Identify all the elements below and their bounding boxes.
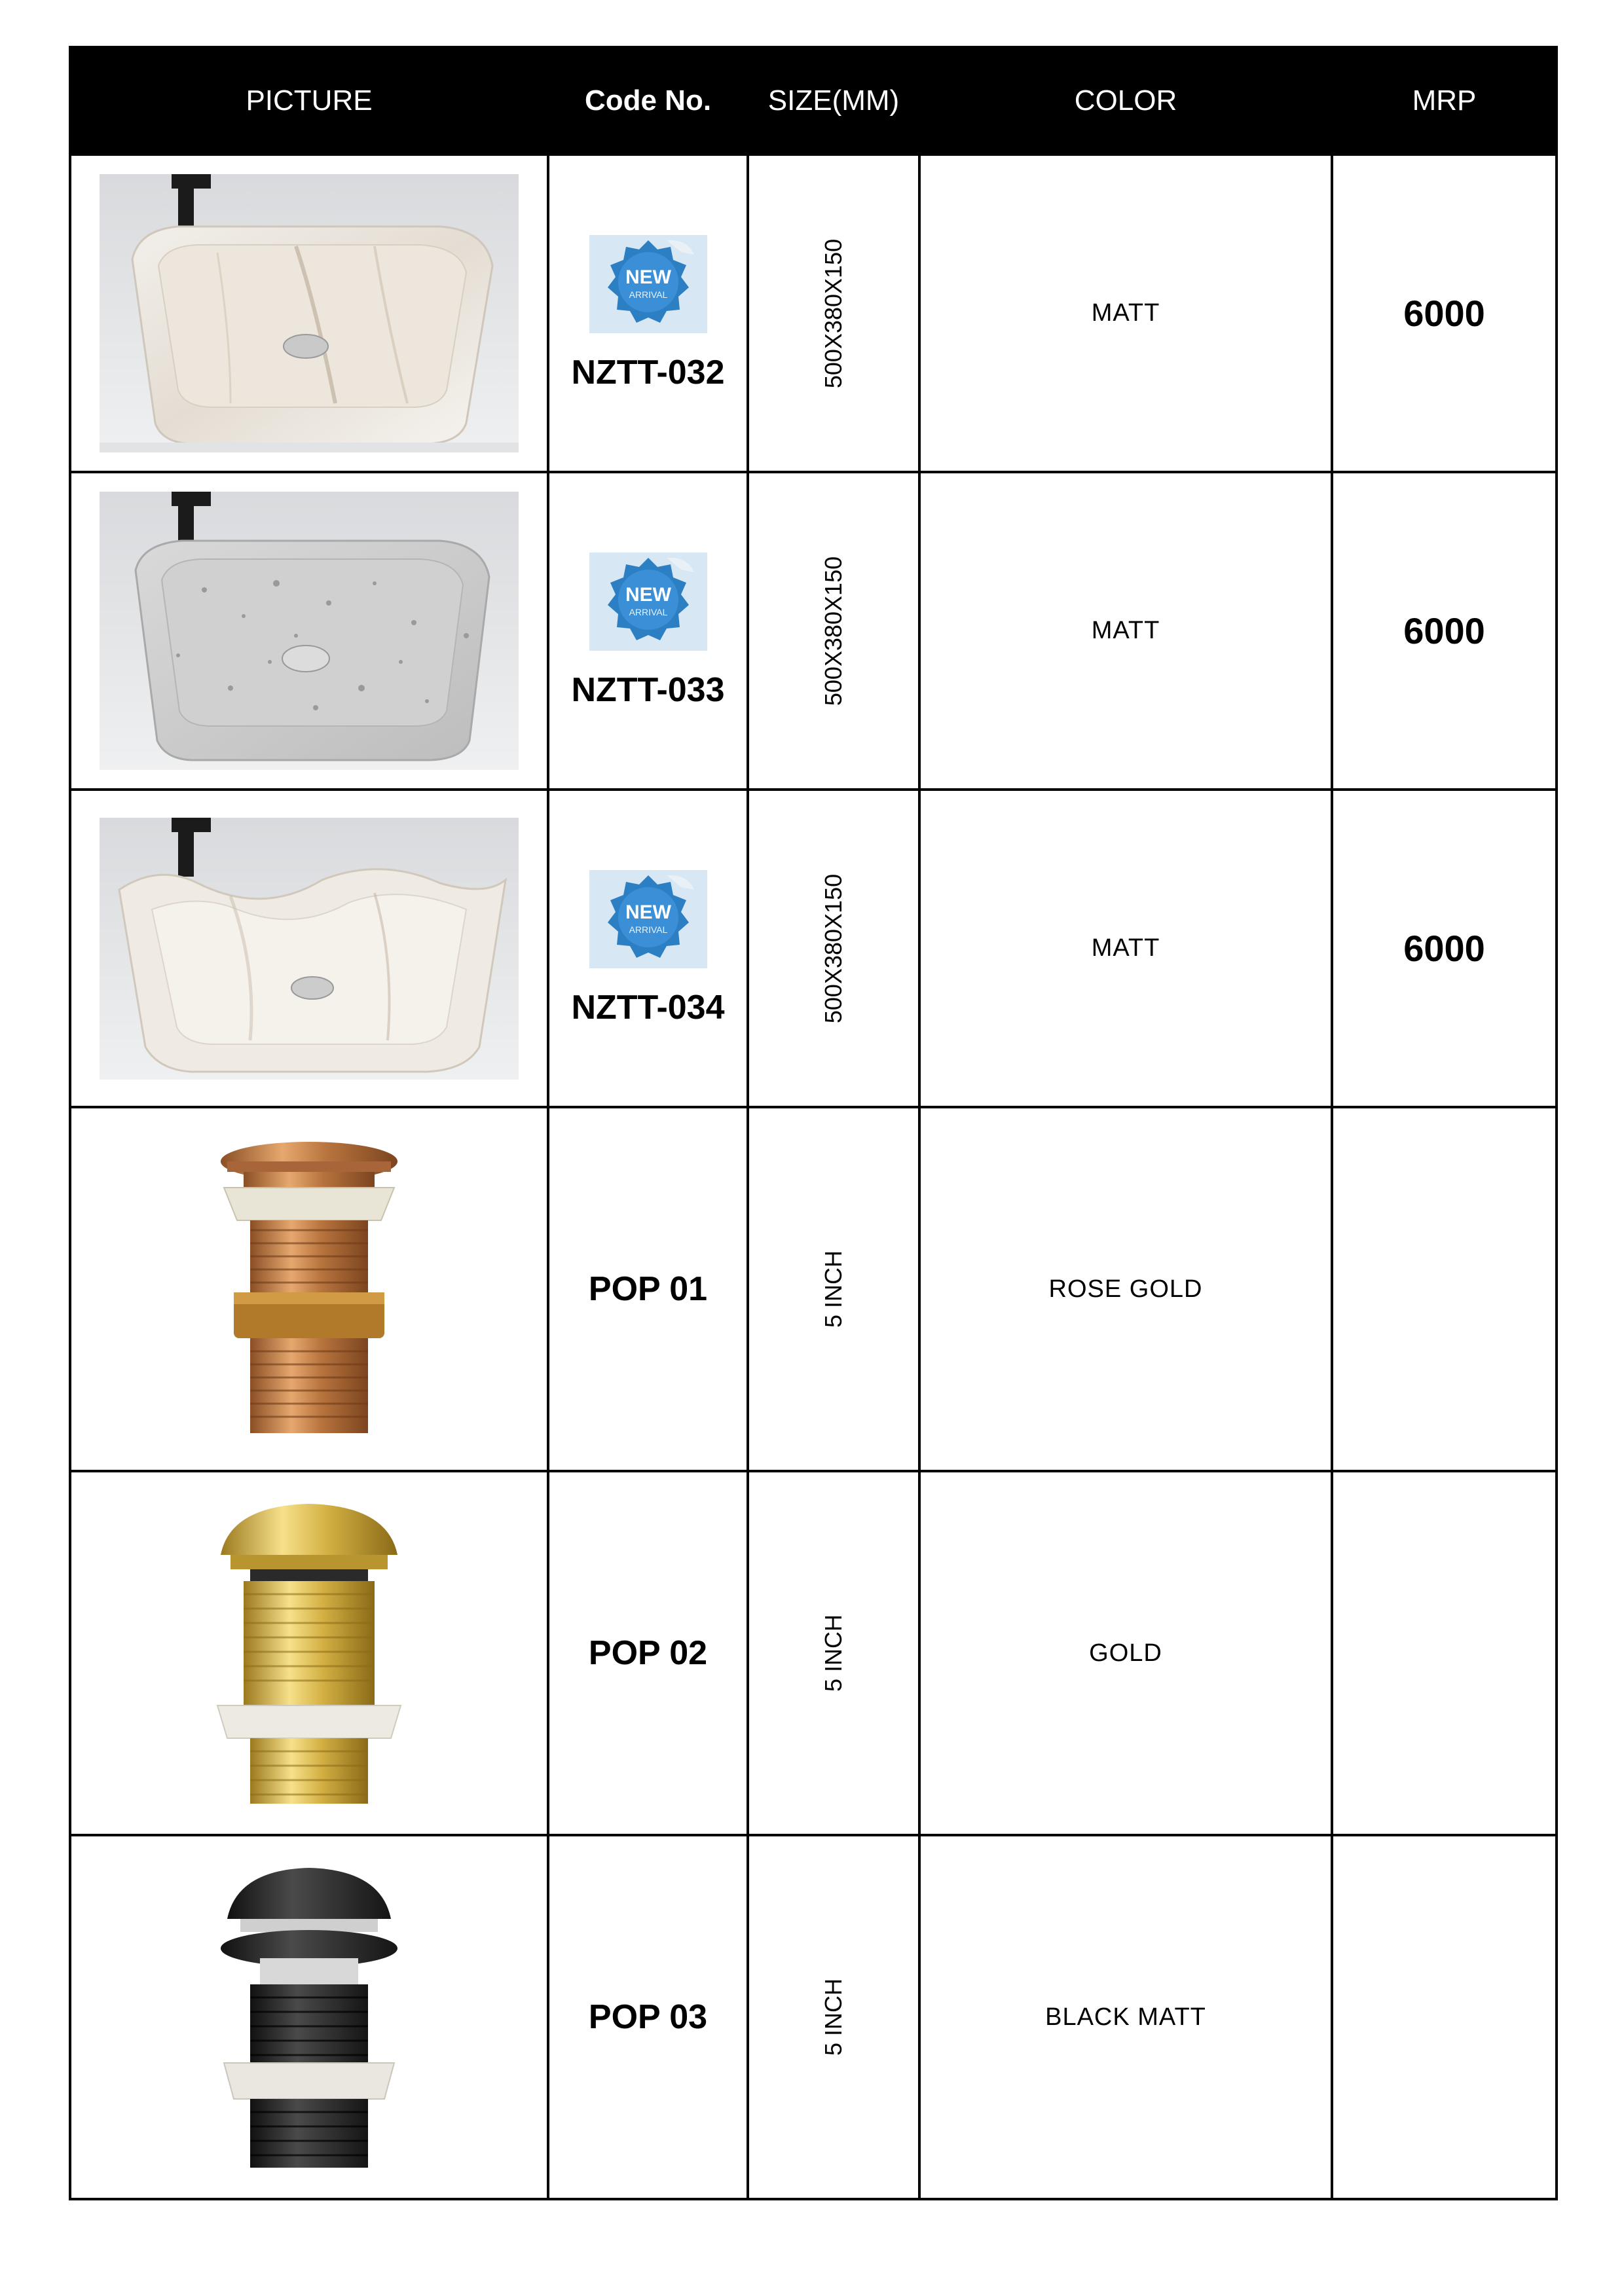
product-size: 5 INCH: [820, 1250, 847, 1328]
product-size: 500X380X150: [820, 873, 847, 1023]
product-color: ROSE GOLD: [919, 1107, 1332, 1471]
svg-text:ARRIVAL: ARRIVAL: [629, 606, 667, 617]
black-pop-up-waste-icon: [204, 1860, 414, 2174]
rose-gold-pop-up-waste-icon: [204, 1135, 414, 1443]
marble-basin-icon: [100, 174, 519, 452]
price-list-sheet: [69, 46, 1555, 2200]
product-picture-cell: [70, 1471, 548, 1835]
product-code-cell: [548, 472, 748, 790]
table-header-row: [70, 47, 1557, 155]
product-size-cell: [748, 1835, 919, 2199]
svg-text:NEW: NEW: [625, 901, 671, 923]
product-size-cell: [748, 472, 919, 790]
product-picture-cell: [70, 790, 548, 1107]
product-mrp: [1332, 1107, 1557, 1471]
wavy-marble-basin-icon: [100, 818, 519, 1080]
product-size-cell: [748, 1107, 919, 1471]
new-arrival-badge-icon: [589, 870, 707, 968]
table-row: [70, 1835, 1557, 2199]
product-color: MATT: [919, 155, 1332, 472]
product-size: 5 INCH: [820, 1978, 847, 2056]
product-size: 500X380X150: [820, 238, 847, 388]
product-color: BLACK MATT: [919, 1835, 1332, 2199]
product-code: NZTT-034: [571, 988, 725, 1027]
product-size-cell: [748, 155, 919, 472]
mrp-column-header: MRP: [1332, 47, 1557, 155]
product-code: NZTT-032: [571, 353, 725, 392]
svg-text:NEW: NEW: [625, 583, 671, 606]
color-column-header: COLOR: [919, 47, 1332, 155]
product-code: NZTT-033: [571, 670, 725, 709]
product-size: 500X380X150: [820, 556, 847, 706]
table-row: [70, 472, 1557, 790]
product-color: MATT: [919, 790, 1332, 1107]
product-size-cell: [748, 790, 919, 1107]
table-row: [70, 790, 1557, 1107]
product-code: POP 01: [548, 1107, 748, 1471]
svg-text:ARRIVAL: ARRIVAL: [629, 924, 667, 935]
product-mrp: [1332, 1835, 1557, 2199]
product-mrp: 6000: [1332, 472, 1557, 790]
picture-column-header: PICTURE: [70, 47, 548, 155]
product-mrp: 6000: [1332, 155, 1557, 472]
svg-text:NEW: NEW: [625, 266, 671, 288]
svg-text:ARRIVAL: ARRIVAL: [629, 289, 667, 300]
product-picture-cell: [70, 1835, 548, 2199]
product-color: GOLD: [919, 1471, 1332, 1835]
product-size: 5 INCH: [820, 1614, 847, 1692]
product-mrp: 6000: [1332, 790, 1557, 1107]
product-picture-cell: [70, 472, 548, 790]
table-row: [70, 1471, 1557, 1835]
product-code: POP 02: [548, 1471, 748, 1835]
table-row: [70, 155, 1557, 472]
product-color: MATT: [919, 472, 1332, 790]
terrazzo-basin-icon: [100, 492, 519, 770]
product-code-cell: [548, 155, 748, 472]
new-arrival-badge-icon: [589, 553, 707, 651]
gold-pop-up-waste-icon: [204, 1496, 414, 1810]
product-mrp: [1332, 1471, 1557, 1835]
product-code: POP 03: [548, 1835, 748, 2199]
product-size-cell: [748, 1471, 919, 1835]
size-column-header: SIZE(MM): [748, 47, 919, 155]
price-list-table: [69, 46, 1558, 2200]
product-picture-cell: [70, 1107, 548, 1471]
product-picture-cell: [70, 155, 548, 472]
new-arrival-badge-icon: [589, 235, 707, 333]
product-code-cell: [548, 790, 748, 1107]
code-column-header: Code No.: [548, 47, 748, 155]
table-row: [70, 1107, 1557, 1471]
